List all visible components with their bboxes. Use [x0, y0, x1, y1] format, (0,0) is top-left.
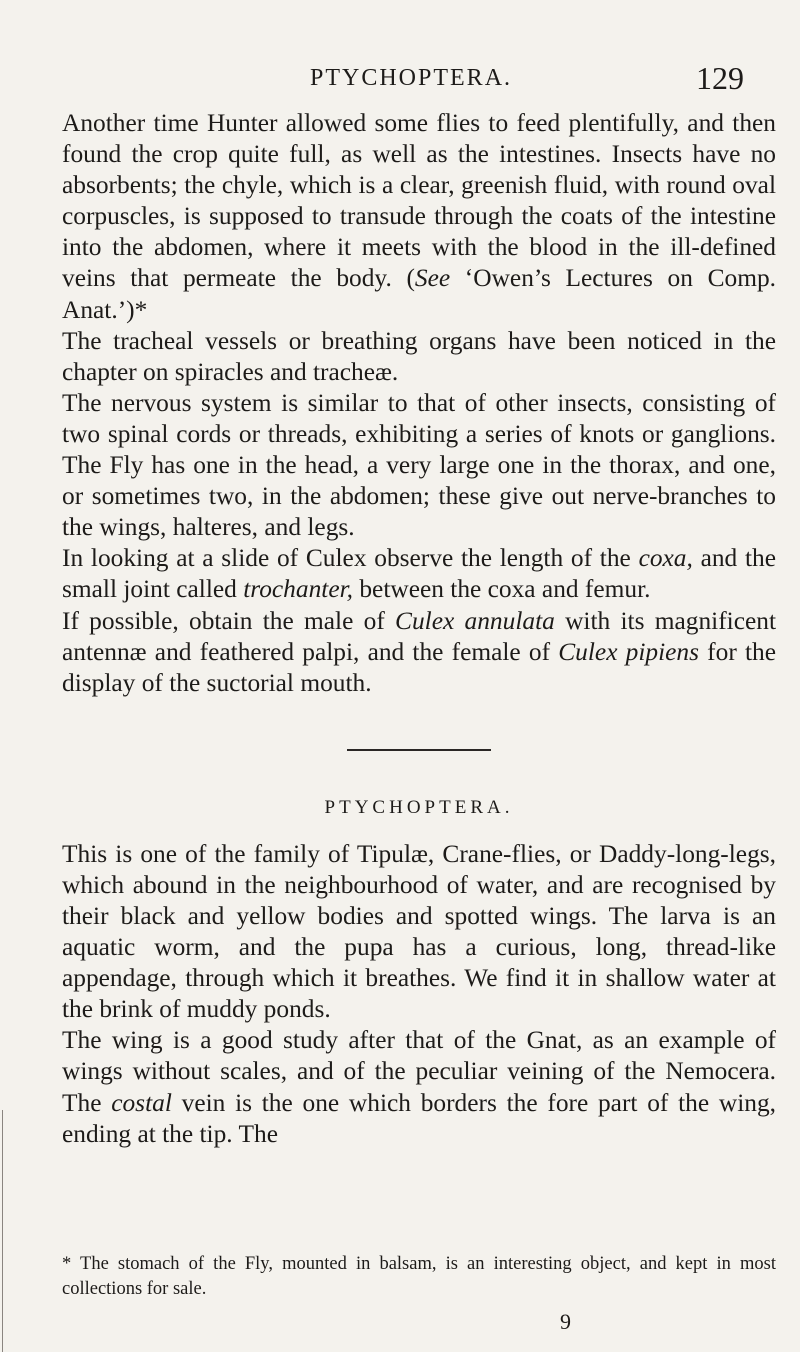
italic-text: Culex pipiens	[558, 637, 699, 666]
paragraph	[62, 1025, 776, 1149]
lower-paragraphs	[62, 839, 776, 1150]
text-run: for the display of the suctorial mouth.	[62, 637, 776, 697]
running-title: PTYCHOPTERA.	[310, 65, 513, 91]
running-head	[0, 60, 800, 96]
paragraph	[62, 839, 776, 1026]
italic-text: trochanter,	[243, 575, 353, 604]
upper-paragraphs	[62, 108, 776, 699]
italic-text: costal	[111, 1088, 172, 1117]
body-text	[62, 108, 776, 1150]
footnote-text: * The stomach of the Fly, mounted in balsam, is an interesting object, and kept in most collections for sale.	[62, 1254, 776, 1299]
paragraph	[62, 388, 776, 543]
section-heading: PTYCHOPTERA.	[324, 796, 514, 818]
section-divider	[347, 749, 491, 751]
text-run: If possible, obtain the male of	[62, 606, 396, 635]
text-run: This is one of the family of Tipulæ, Crane-flies, or Daddy-long-legs, which abound in the neighbourhood of water, and are recognised by their black and yellow bodies and spotted wings. The larva is an aquatic worm, and the pupa has a curious, long, thread-like appendage, through which it breathes. We find it in shallow water at the brink of muddy ponds.	[62, 839, 776, 1024]
paragraph	[62, 543, 776, 605]
paragraph	[62, 606, 776, 699]
text-run: and the small joint called	[62, 544, 776, 604]
footnote	[62, 1252, 776, 1302]
italic-text: Culex annulata	[395, 606, 555, 635]
page-number: 129	[696, 60, 744, 96]
italic-text: coxa,	[638, 544, 693, 573]
text-run: The tracheal vessels or breathing organs have been noticed in the chapter on spiracles and tracheæ.	[62, 326, 776, 386]
text-run: vein is the one which borders the fore part of the wing, ending at the tip. The	[62, 1088, 776, 1148]
paragraph	[62, 326, 776, 388]
text-run: with its magnificent antennæ and feathered palpi, and the female of	[62, 606, 777, 666]
text-run: Another time Hunter allowed some flies to feed plentifully, and then found the crop quite full, as well as the intestines. Insects have no absorbents; the chyle, which is a clear, greenish fluid, with round oval corpuscles, is supposed to transude through the coats of the intestine into the abdomen, where it meets with the blood in the ill-defined veins that permeate the body. (	[62, 109, 776, 293]
text-run: The nervous system is similar to that of other insects, consisting of two spinal cords or threads, exhibiting a series of knots or ganglions. The Fly has one in the head, a very large one in the thorax, and one, or sometimes two, in the abdomen; these give out nerve-branches to the wings, halteres, and legs.	[62, 388, 776, 542]
text-run: ‘Owen’s Lectures on Comp. Anat.’)*	[62, 264, 776, 324]
italic-text: See	[414, 264, 451, 293]
text-run: The wing is a good study after that of the Gnat, as an example of wings without scales, and of the peculiar veining of the Nemocera. The	[62, 1026, 776, 1117]
margin-line	[2, 1110, 3, 1352]
signature-mark: 9	[560, 1309, 571, 1334]
text-run: between the coxa and femur.	[353, 575, 651, 604]
paragraph	[62, 108, 776, 326]
text-run: In looking at a slide of Culex observe the length of the	[62, 544, 639, 573]
